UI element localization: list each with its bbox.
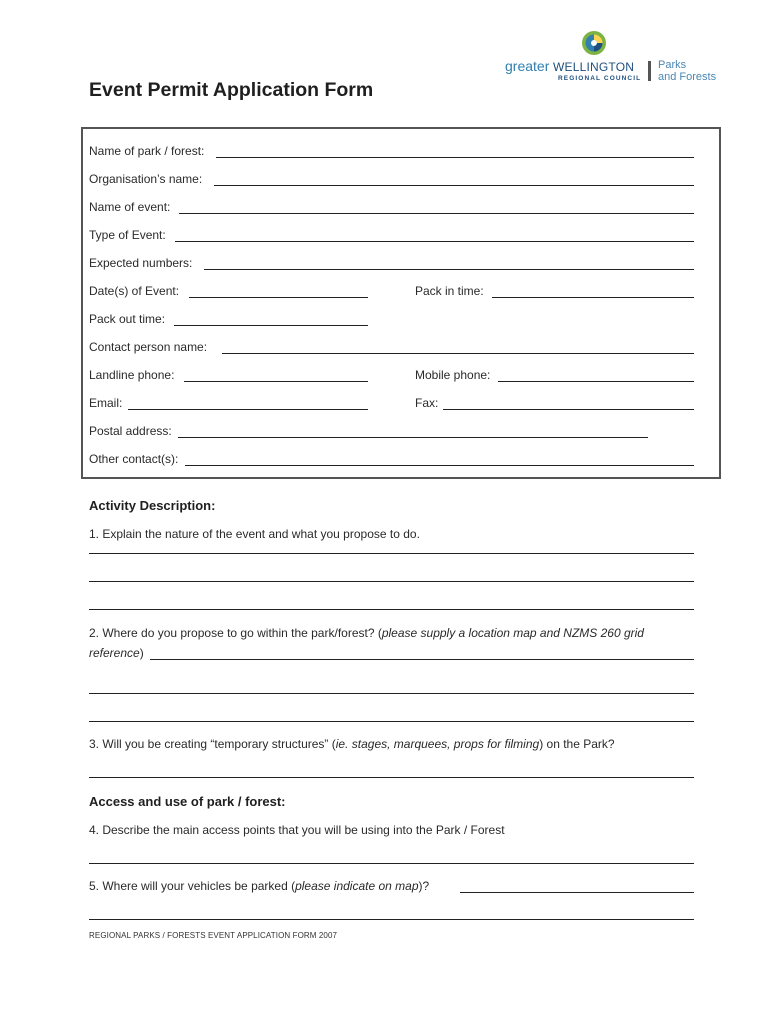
landline-phone-label: Landline phone: [89,368,175,382]
event-dates-field[interactable] [189,297,368,298]
answer-3-line[interactable] [89,777,694,778]
logo-greater: greater [505,58,550,74]
page-title: Event Permit Application Form [89,79,374,101]
logo-wellington: WELLINGTON [552,60,635,74]
question-2-continued [89,646,144,660]
question-5-text: 5. Where will your vehicles be parked ( [89,879,296,893]
answer-1-line-3[interactable] [89,609,694,610]
question-2-close: ) [139,646,144,660]
greater-wellington-logo [505,30,730,85]
activity-description-heading: Activity Description: [89,498,216,513]
answer-1-line-1[interactable] [89,553,694,554]
landline-phone-field[interactable] [184,381,368,382]
question-2-note-continued: reference [89,646,140,660]
answer-4-line[interactable] [89,863,694,864]
pack-in-time-label: Pack in time: [415,284,484,298]
form-footer: REGIONAL PARKS / FORESTS EVENT APPLICATION FORM 2007 [89,931,338,940]
question-5-note: please indicate on map [295,879,419,893]
contact-person-label: Contact person name: [89,340,208,354]
question-4: 4. Describe the main access points that you will be using into the Park / Forest [89,823,505,837]
pack-out-time-label: Pack out time: [89,312,166,326]
logo-divider [648,61,651,81]
event-type-field[interactable] [175,241,694,242]
question-3-text: 3. Will you be creating “temporary structures” ( [89,737,336,751]
question-1: 1. Explain the nature of the event and what you propose to do. [89,527,420,541]
park-name-field[interactable] [216,157,694,158]
expected-numbers-label: Expected numbers: [89,256,193,270]
other-contacts-field[interactable] [185,465,694,466]
answer-2-line-3[interactable] [89,721,694,722]
other-contacts-label: Other contact(s): [89,452,179,466]
pack-in-time-field[interactable] [492,297,694,298]
question-5-suffix: )? [418,879,430,893]
event-name-label: Name of event: [89,200,171,214]
postal-address-label: Postal address: [89,424,172,438]
question-3-note: ie. stages, marquees, props for filming [335,737,540,751]
question-2 [89,626,644,640]
park-name-label: Name of park / forest: [89,144,205,158]
logo-regional-council: REGIONAL COUNCIL [558,75,642,82]
answer-1-line-2[interactable] [89,581,694,582]
fax-label: Fax: [415,396,439,410]
event-name-field[interactable] [179,213,694,214]
answer-5-line-2[interactable] [89,919,694,920]
question-3-suffix: ) on the Park? [539,737,615,751]
question-3 [89,737,615,751]
logo-and-forests: and Forests [658,71,717,83]
email-label: Email: [89,396,123,410]
logo-parks: Parks [658,59,687,71]
question-5 [89,879,429,893]
logo-wordmark [505,58,634,74]
answer-5-line-1[interactable] [460,892,694,893]
postal-address-field[interactable] [178,437,648,438]
event-dates-label: Date(s) of Event: [89,284,180,298]
mobile-phone-field[interactable] [498,381,694,382]
question-2-note: please supply a location map and NZMS 260 grid [381,626,644,640]
organisation-name-field[interactable] [214,185,694,186]
email-field[interactable] [128,409,368,410]
fax-field[interactable] [443,409,694,410]
organisation-name-label: Organisation’s name: [89,172,203,186]
event-type-label: Type of Event: [89,228,166,242]
logo-swirl-icon [581,30,607,56]
logo-parks-forests [658,59,716,83]
question-2-text: 2. Where do you propose to go within the park/forest? ( [89,626,382,640]
access-use-heading: Access and use of park / forest: [89,794,286,809]
mobile-phone-label: Mobile phone: [415,368,491,382]
expected-numbers-field[interactable] [204,269,694,270]
answer-2-line-1[interactable] [150,659,694,660]
contact-person-field[interactable] [222,353,694,354]
answer-2-line-2[interactable] [89,693,694,694]
pack-out-time-field[interactable] [174,325,368,326]
